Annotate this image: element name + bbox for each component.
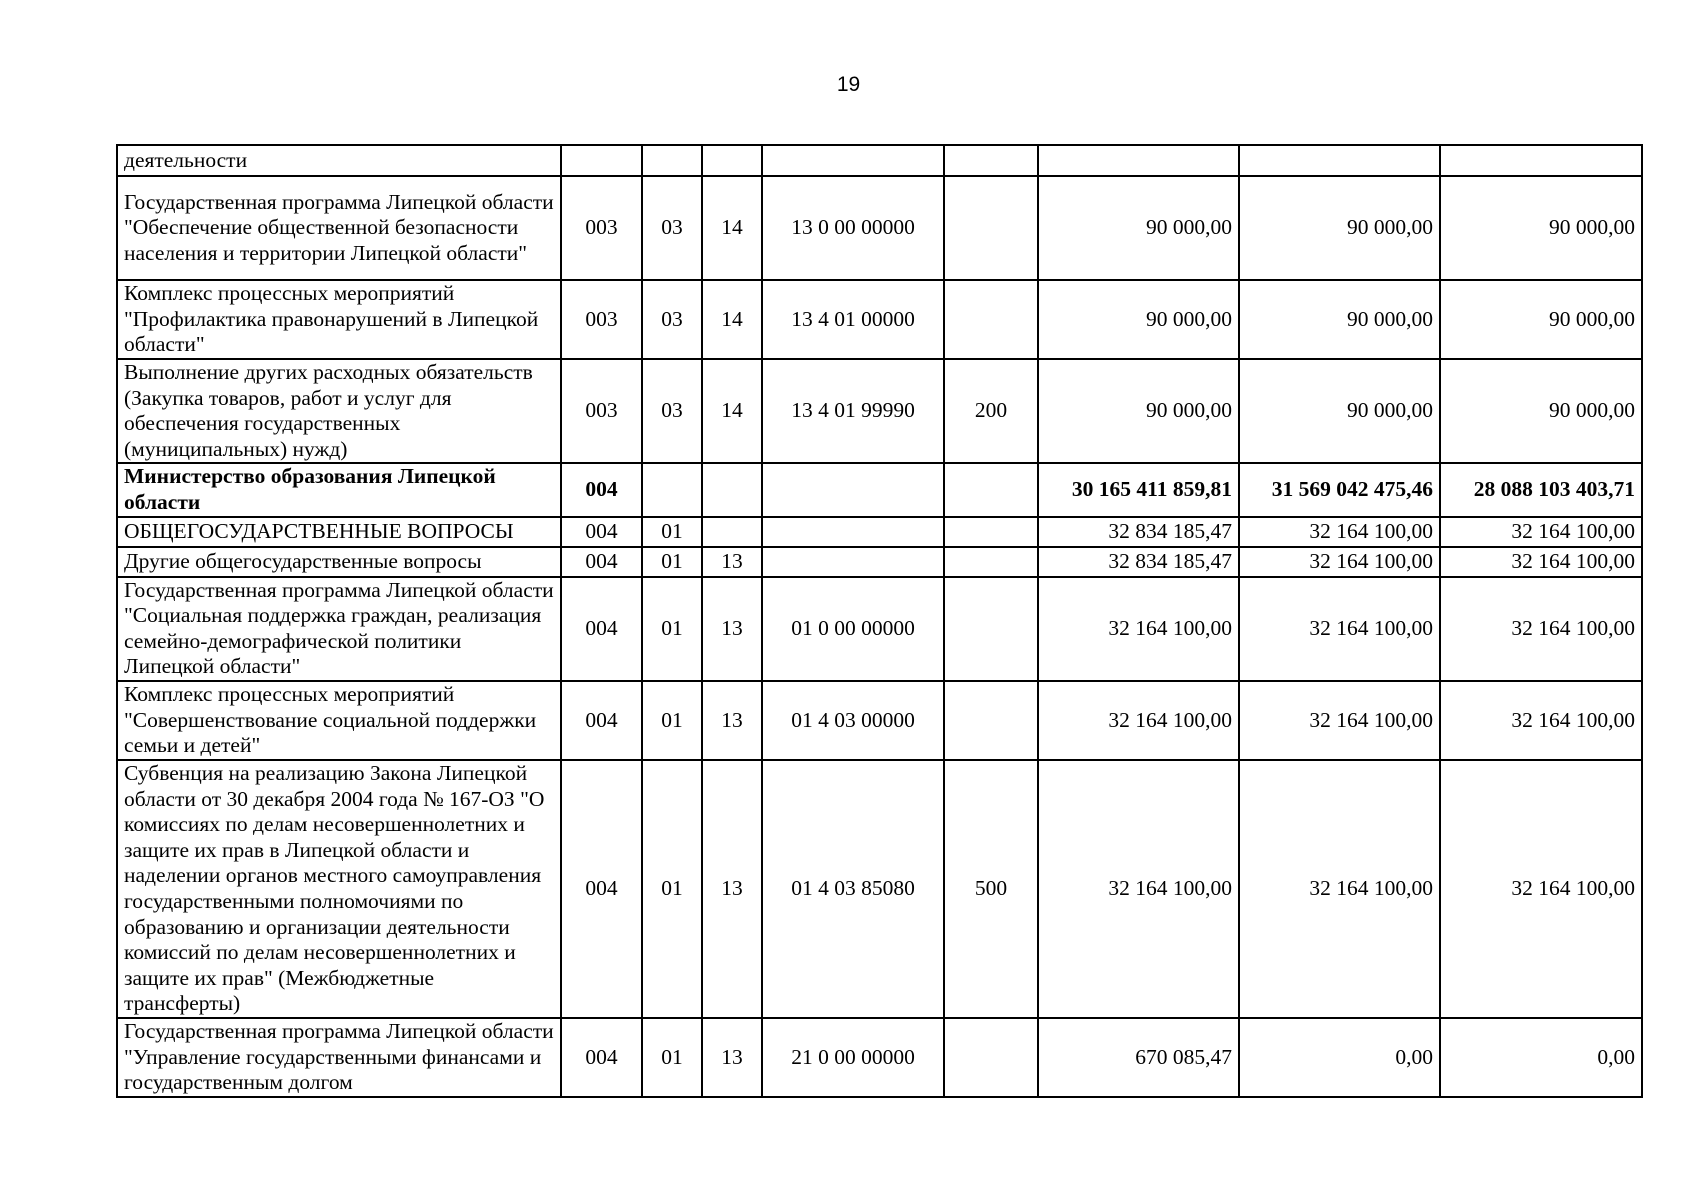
budget-table <box>116 144 1643 1098</box>
cell-ministry-code: 004 <box>561 547 642 577</box>
cell-target-article: 21 0 00 00000 <box>762 1018 944 1097</box>
cell-section <box>642 145 702 176</box>
cell-subsection: 13 <box>702 760 762 1018</box>
cell-ministry-code: 003 <box>561 359 642 463</box>
cell-ministry-code: 004 <box>561 760 642 1018</box>
cell-expense-type <box>944 547 1038 577</box>
cell-amount-year-2: 90 000,00 <box>1239 359 1440 463</box>
table-body <box>117 145 1642 1097</box>
cell-name: Государственная программа Липецкой области "Обеспечение общественной безопасности населения и территории Липецкой области" <box>117 176 561 280</box>
cell-subsection <box>702 463 762 516</box>
cell-amount-year-3: 28 088 103 403,71 <box>1440 463 1642 516</box>
cell-amount-year-1: 90 000,00 <box>1038 280 1239 359</box>
cell-subsection <box>702 517 762 547</box>
cell-amount-year-1: 90 000,00 <box>1038 176 1239 280</box>
cell-target-article <box>762 517 944 547</box>
cell-amount-year-2: 32 164 100,00 <box>1239 577 1440 681</box>
cell-target-article: 13 4 01 99990 <box>762 359 944 463</box>
cell-amount-year-3: 32 164 100,00 <box>1440 760 1642 1018</box>
cell-target-article: 13 4 01 00000 <box>762 280 944 359</box>
cell-expense-type <box>944 176 1038 280</box>
cell-amount-year-3 <box>1440 145 1642 176</box>
cell-ministry-code: 004 <box>561 463 642 516</box>
cell-amount-year-1: 670 085,47 <box>1038 1018 1239 1097</box>
cell-amount-year-1: 30 165 411 859,81 <box>1038 463 1239 516</box>
cell-ministry-code <box>561 145 642 176</box>
cell-ministry-code: 004 <box>561 517 642 547</box>
cell-amount-year-2: 32 164 100,00 <box>1239 547 1440 577</box>
cell-amount-year-1: 32 164 100,00 <box>1038 681 1239 760</box>
cell-target-article <box>762 547 944 577</box>
cell-amount-year-3: 32 164 100,00 <box>1440 577 1642 681</box>
cell-section: 01 <box>642 577 702 681</box>
cell-name: деятельности <box>117 145 561 176</box>
cell-section: 01 <box>642 681 702 760</box>
cell-section: 01 <box>642 517 702 547</box>
cell-amount-year-1: 32 834 185,47 <box>1038 547 1239 577</box>
cell-amount-year-2: 0,00 <box>1239 1018 1440 1097</box>
cell-amount-year-2: 32 164 100,00 <box>1239 681 1440 760</box>
cell-name: Министерство образования Липецкой области <box>117 463 561 516</box>
cell-subsection: 13 <box>702 577 762 681</box>
cell-target-article <box>762 145 944 176</box>
cell-name: ОБЩЕГОСУДАРСТВЕННЫЕ ВОПРОСЫ <box>117 517 561 547</box>
table-row <box>117 547 1642 577</box>
cell-expense-type: 500 <box>944 760 1038 1018</box>
cell-section: 03 <box>642 176 702 280</box>
table-row <box>117 176 1642 280</box>
table-row <box>117 681 1642 760</box>
cell-expense-type <box>944 517 1038 547</box>
cell-amount-year-3: 32 164 100,00 <box>1440 517 1642 547</box>
cell-name: Государственная программа Липецкой области "Социальная поддержка граждан, реализация семейно-демографической политики Липецкой области" <box>117 577 561 681</box>
cell-amount-year-3: 90 000,00 <box>1440 280 1642 359</box>
cell-section: 03 <box>642 359 702 463</box>
cell-expense-type <box>944 577 1038 681</box>
cell-name: Комплекс процессных мероприятий "Профилактика правонарушений в Липецкой области" <box>117 280 561 359</box>
cell-section: 01 <box>642 760 702 1018</box>
cell-section <box>642 463 702 516</box>
table-row <box>117 145 1642 176</box>
cell-ministry-code: 003 <box>561 176 642 280</box>
cell-ministry-code: 004 <box>561 681 642 760</box>
cell-expense-type <box>944 463 1038 516</box>
cell-target-article: 01 0 00 00000 <box>762 577 944 681</box>
cell-target-article: 01 4 03 85080 <box>762 760 944 1018</box>
cell-expense-type: 200 <box>944 359 1038 463</box>
cell-amount-year-2: 90 000,00 <box>1239 280 1440 359</box>
cell-subsection <box>702 145 762 176</box>
cell-expense-type <box>944 145 1038 176</box>
table-row <box>117 463 1642 516</box>
table-row <box>117 359 1642 463</box>
cell-subsection: 14 <box>702 359 762 463</box>
cell-ministry-code: 004 <box>561 577 642 681</box>
cell-section: 03 <box>642 280 702 359</box>
cell-ministry-code: 003 <box>561 280 642 359</box>
table-row <box>117 760 1642 1018</box>
cell-amount-year-1: 90 000,00 <box>1038 359 1239 463</box>
page-number: 19 <box>836 73 861 96</box>
table-row <box>117 1018 1642 1097</box>
cell-amount-year-3: 32 164 100,00 <box>1440 681 1642 760</box>
table-row <box>117 280 1642 359</box>
cell-subsection: 13 <box>702 681 762 760</box>
cell-amount-year-1: 32 164 100,00 <box>1038 577 1239 681</box>
cell-amount-year-2 <box>1239 145 1440 176</box>
cell-amount-year-1 <box>1038 145 1239 176</box>
cell-amount-year-1: 32 164 100,00 <box>1038 760 1239 1018</box>
cell-amount-year-3: 0,00 <box>1440 1018 1642 1097</box>
cell-amount-year-2: 31 569 042 475,46 <box>1239 463 1440 516</box>
cell-expense-type <box>944 280 1038 359</box>
cell-name: Субвенция на реализацию Закона Липецкой области от 30 декабря 2004 года № 167-ОЗ "О комиссиях по делам несовершеннолетних и защите их прав в Липецкой области и наделении органов местного самоуправления государственными полномочиями по образованию и организации деятельности комиссий по делам несовершеннолетних и защите их прав" (Межбюджетные трансферты) <box>117 760 561 1018</box>
cell-amount-year-3: 90 000,00 <box>1440 359 1642 463</box>
cell-name: Выполнение других расходных обязательств (Закупка товаров, работ и услуг для обеспечения государственных (муниципальных) нужд) <box>117 359 561 463</box>
cell-amount-year-1: 32 834 185,47 <box>1038 517 1239 547</box>
cell-name: Государственная программа Липецкой области "Управление государственными финансами и государственным долгом <box>117 1018 561 1097</box>
cell-ministry-code: 004 <box>561 1018 642 1097</box>
cell-subsection: 13 <box>702 1018 762 1097</box>
cell-subsection: 13 <box>702 547 762 577</box>
table-row <box>117 517 1642 547</box>
cell-target-article: 01 4 03 00000 <box>762 681 944 760</box>
cell-section: 01 <box>642 1018 702 1097</box>
cell-subsection: 14 <box>702 280 762 359</box>
cell-section: 01 <box>642 547 702 577</box>
cell-subsection: 14 <box>702 176 762 280</box>
cell-target-article <box>762 463 944 516</box>
cell-amount-year-2: 32 164 100,00 <box>1239 517 1440 547</box>
cell-amount-year-3: 90 000,00 <box>1440 176 1642 280</box>
cell-amount-year-2: 90 000,00 <box>1239 176 1440 280</box>
cell-amount-year-2: 32 164 100,00 <box>1239 760 1440 1018</box>
cell-target-article: 13 0 00 00000 <box>762 176 944 280</box>
cell-amount-year-3: 32 164 100,00 <box>1440 547 1642 577</box>
cell-name: Комплекс процессных мероприятий "Совершенствование социальной поддержки семьи и детей" <box>117 681 561 760</box>
table-row <box>117 577 1642 681</box>
cell-name: Другие общегосударственные вопросы <box>117 547 561 577</box>
cell-expense-type <box>944 681 1038 760</box>
cell-expense-type <box>944 1018 1038 1097</box>
